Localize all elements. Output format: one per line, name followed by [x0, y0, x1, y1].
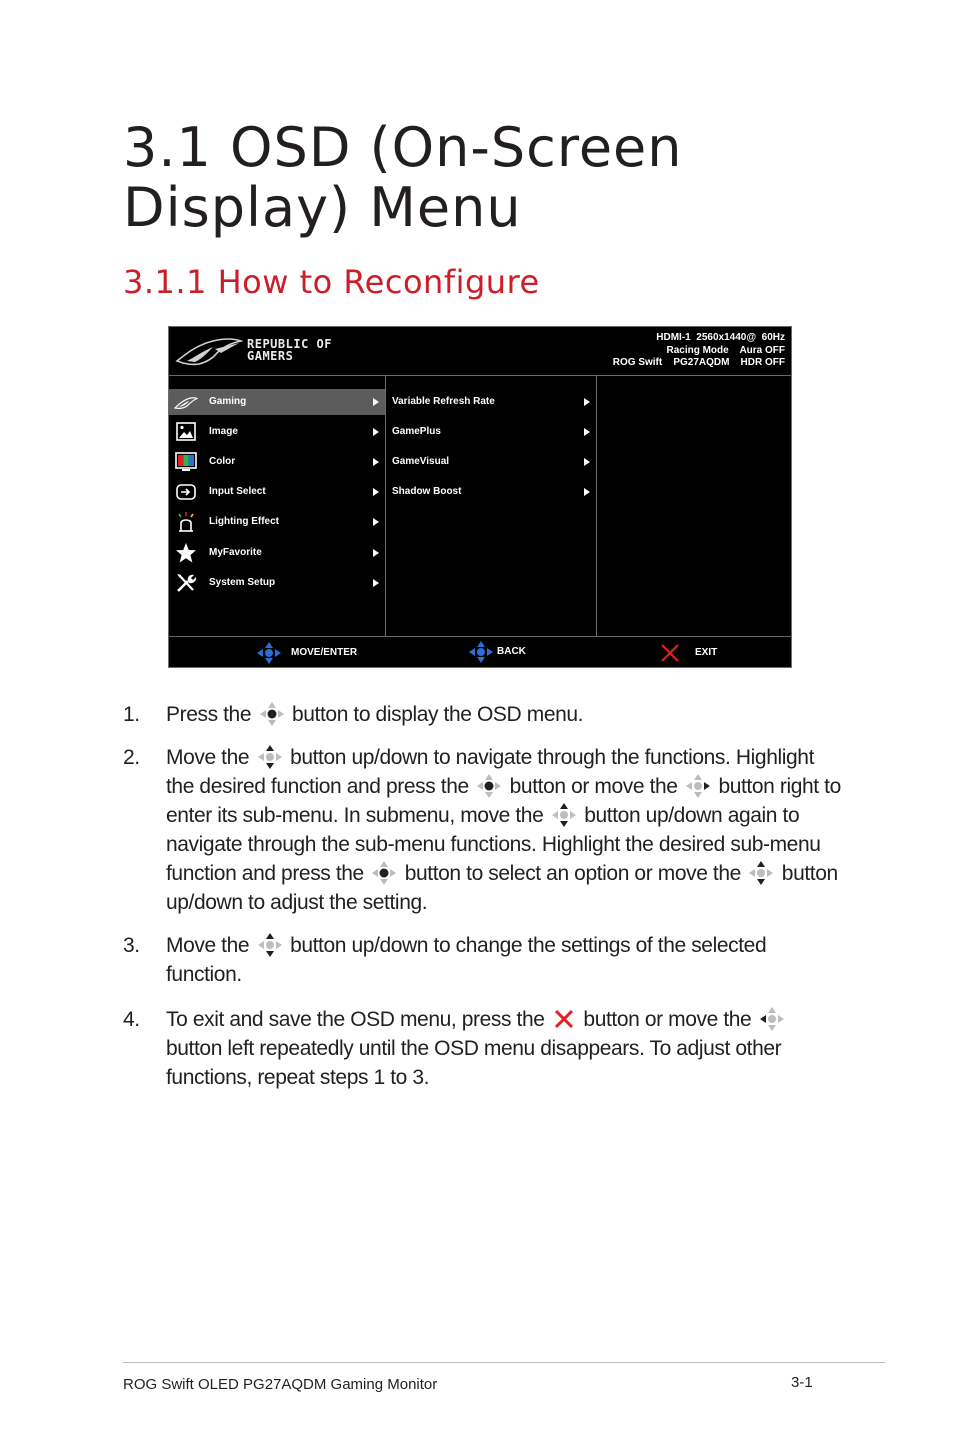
osd-submenu-item[interactable] [386, 479, 596, 505]
step-4-text-c: button left repeatedly until the OSD menu disappears. To adjust other functions, repeat steps 1 to 3. [166, 1037, 782, 1089]
status-line-2: Racing Mode Aura OFF [666, 344, 785, 356]
step-2 [123, 743, 843, 917]
joystick-press-icon [371, 860, 397, 886]
exit-label: EXIT [695, 647, 718, 658]
osd-menu-item-color[interactable] [169, 449, 385, 475]
step-4-text-a: To exit and save the OSD menu, press the [166, 1008, 545, 1031]
rog-eye-icon [174, 391, 198, 413]
chevron-right-icon [373, 458, 379, 466]
joystick-left-icon [759, 1006, 785, 1032]
move-enter-hint [255, 637, 375, 669]
step-2-text-e: button up/down again to navigate through the sub-menu functions. Highlight the desired sub-menu function and press the [166, 804, 821, 885]
osd-header [169, 327, 791, 376]
page-title: 3.1 OSD (On-Screen Display) Menu [123, 116, 683, 239]
footer-product-name: ROG Swift OLED PG27AQDM Gaming Monitor [123, 1376, 438, 1393]
color-icon [174, 451, 198, 473]
osd-submenu-item[interactable] [386, 449, 596, 475]
chevron-right-icon [373, 398, 379, 406]
input-select-icon [174, 481, 198, 503]
chevron-right-icon [373, 579, 379, 587]
chevron-right-icon [373, 488, 379, 496]
osd-menu-label: Color [209, 456, 236, 467]
step-2-text-g: button up/down to adjust the setting. [166, 862, 838, 914]
tools-icon [174, 572, 198, 594]
osd-submenu-label: GameVisual [392, 456, 450, 467]
joystick-updown-icon [257, 744, 283, 770]
chevron-right-icon [373, 518, 379, 526]
joystick-left-icon [467, 639, 495, 665]
osd-menu-item-myfavorite[interactable] [169, 540, 385, 566]
chevron-right-icon [584, 428, 590, 436]
joystick-updown-icon [257, 932, 283, 958]
osd-footer [169, 636, 791, 669]
osd-sub-menu [386, 376, 597, 636]
move-enter-label: MOVE/ENTER [291, 647, 358, 658]
osd-menu-item-input-select[interactable] [169, 479, 385, 505]
joystick-move-icon [255, 640, 283, 666]
osd-menu-label: Gaming [209, 396, 247, 407]
osd-menu-label: Lighting Effect [209, 516, 279, 527]
image-icon [174, 421, 198, 443]
status-line-3: ROG Swift PG27AQDM HDR OFF [612, 357, 785, 368]
chevron-right-icon [584, 458, 590, 466]
step-text [166, 931, 843, 989]
status-line-1: HDMI-1 2560x1440@ 60Hz [656, 332, 785, 343]
brand-line-2: GAMERS [247, 349, 294, 363]
close-icon [553, 1008, 575, 1030]
step-3 [123, 931, 843, 989]
step-1-text-b: button to display the OSD menu. [291, 703, 584, 726]
osd-menu-item-gaming[interactable] [169, 389, 385, 415]
osd-menu-label: MyFavorite [209, 547, 262, 558]
joystick-updown-icon [748, 860, 774, 886]
section-title: 3.1.1 How to Reconfigure [123, 263, 540, 301]
osd-menu-item-system-setup[interactable] [169, 570, 385, 596]
lighting-effect-icon [174, 511, 198, 533]
brand-line-1: REPUBLIC OF [247, 337, 332, 351]
rog-logo-icon [173, 331, 243, 371]
osd-menu-item-image[interactable] [169, 419, 385, 445]
osd-submenu-label: GamePlus [392, 426, 441, 437]
step-1-text-a: Press the [166, 703, 252, 726]
chevron-right-icon [373, 549, 379, 557]
step-number: 3. [123, 934, 140, 957]
step-4 [123, 1005, 843, 1092]
step-text [166, 1005, 843, 1092]
osd-menu-label: Image [209, 426, 238, 437]
step-2-text-c: button or move the [509, 775, 678, 798]
exit-hint [659, 637, 739, 669]
osd-submenu-label: Variable Refresh Rate [392, 396, 495, 407]
star-icon [174, 542, 198, 564]
osd-menu-item-lighting-effect[interactable] [169, 509, 385, 535]
step-number: 1. [123, 703, 140, 726]
step-number: 2. [123, 746, 140, 769]
osd-main-menu [169, 376, 386, 636]
osd-brand [247, 338, 332, 362]
joystick-press-icon [259, 701, 285, 727]
chevron-right-icon [584, 488, 590, 496]
step-2-text-d: button right to enter its sub-menu. In submenu, move the [166, 775, 841, 827]
osd-menu-label: Input Select [209, 486, 266, 497]
back-hint [467, 637, 547, 669]
step-3-text-b: button up/down to change the settings of the selected function. [166, 934, 767, 986]
step-number: 4. [123, 1008, 140, 1031]
instruction-steps [123, 700, 843, 1106]
page-number: 3-1 [791, 1374, 813, 1391]
step-2-text-a: Move the [166, 746, 250, 769]
joystick-press-icon [476, 773, 502, 799]
step-3-text-a: Move the [166, 934, 250, 957]
step-text [166, 743, 843, 917]
step-1 [123, 700, 843, 729]
joystick-updown-icon [551, 802, 577, 828]
footer-divider [123, 1362, 885, 1363]
osd-menu-figure [168, 326, 792, 668]
osd-menu-label: System Setup [209, 577, 276, 588]
osd-status [613, 332, 785, 370]
step-2-text-f: button to select an option or move the [404, 862, 741, 885]
osd-submenu-item[interactable] [386, 389, 596, 415]
osd-submenu-label: Shadow Boost [392, 486, 462, 497]
step-2-text-b: button up/down to navigate through the functions. Highlight the desired function and press the [166, 746, 815, 798]
osd-submenu-item[interactable] [386, 419, 596, 445]
close-icon [659, 642, 681, 664]
chevron-right-icon [584, 398, 590, 406]
joystick-right-icon [685, 773, 711, 799]
step-text [166, 700, 843, 729]
chevron-right-icon [373, 428, 379, 436]
step-4-text-b: button or move the [583, 1008, 752, 1031]
back-label: BACK [497, 646, 526, 657]
